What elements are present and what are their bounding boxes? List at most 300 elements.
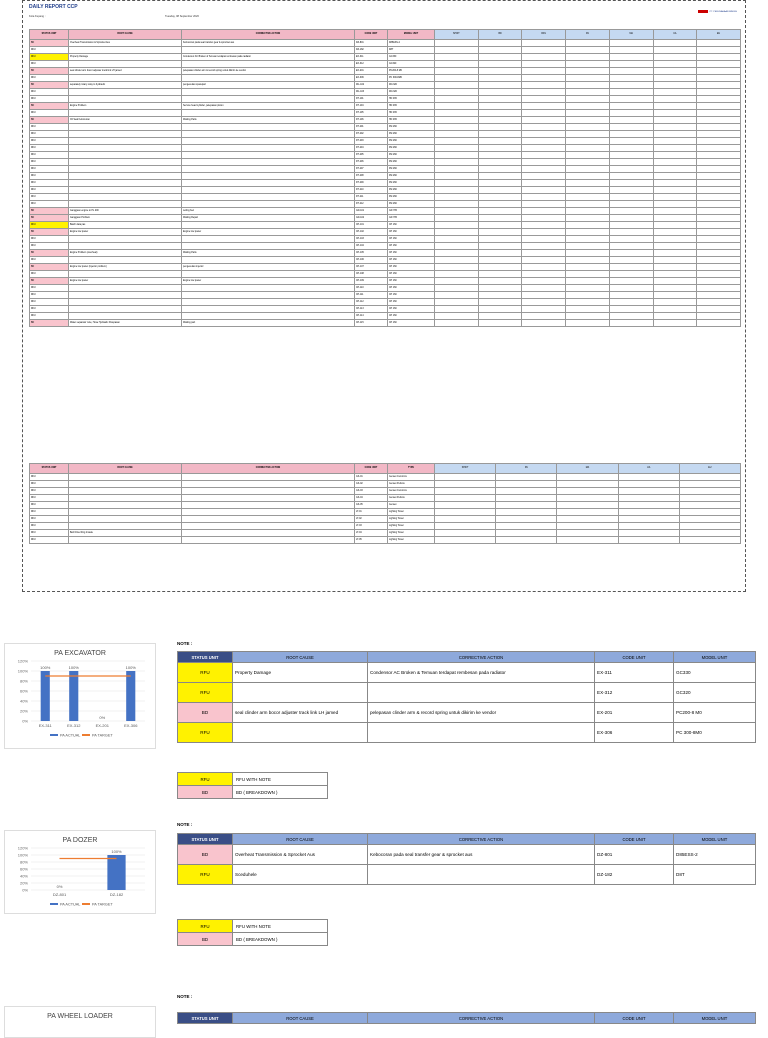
metric-cell <box>679 523 740 530</box>
root-cause-cell <box>69 257 182 264</box>
model-unit-cell: GC320 <box>388 61 435 68</box>
metric-cell <box>653 131 697 138</box>
metric-cell <box>522 40 566 47</box>
metric-cell <box>557 474 618 481</box>
corrective-action-cell <box>182 138 355 145</box>
column-header: CODE UNIT <box>355 464 388 474</box>
corrective-action-cell: Condensor AC Broken & Temuan terdapat rembesan pada radiator <box>368 663 595 683</box>
metric-cell <box>478 250 522 257</box>
metric-cell <box>566 82 610 89</box>
metric-cell <box>609 236 653 243</box>
legend-text: BD ( BREAKDOWN ) <box>233 933 328 946</box>
table-row <box>30 285 741 292</box>
model-unit-cell: Lighting Tower <box>388 530 435 537</box>
metric-cell <box>522 320 566 327</box>
metric-cell <box>609 75 653 82</box>
y-tick-label: 40% <box>19 698 28 704</box>
status-cell: BD <box>30 68 69 75</box>
dozer-chart-svg <box>5 844 155 910</box>
corrective-action-cell <box>182 502 355 509</box>
metric-cell <box>435 481 496 488</box>
metric-cell <box>435 299 479 306</box>
metric-cell <box>478 173 522 180</box>
metric-cell <box>478 229 522 236</box>
metric-cell <box>566 229 610 236</box>
metric-cell <box>697 292 741 299</box>
metric-cell <box>522 222 566 229</box>
model-unit-cell: FM 260 <box>388 159 435 166</box>
root-cause-cell: Overheat Transmission & Sprocket Aus <box>69 40 182 47</box>
metric-cell <box>653 236 697 243</box>
metric-cell <box>496 488 557 495</box>
metric-cell <box>697 194 741 201</box>
root-cause-cell <box>69 509 182 516</box>
code-unit-cell: DT-206 <box>355 159 388 166</box>
table-row <box>178 663 756 683</box>
root-cause-cell <box>69 481 182 488</box>
table-row <box>30 292 741 299</box>
code-unit-cell: EX-306 <box>355 75 388 82</box>
metric-cell <box>653 82 697 89</box>
model-unit-cell: CP 160 <box>388 271 435 278</box>
y-tick-label: 60% <box>19 866 28 872</box>
metric-cell <box>609 313 653 320</box>
code-unit-cell: DT-104 <box>355 103 388 110</box>
corrective-action-cell <box>182 159 355 166</box>
column-header: CODE UNIT <box>355 30 388 40</box>
model-unit-cell: FM 260 <box>388 194 435 201</box>
status-cell: RFU <box>30 159 69 166</box>
metric-cell <box>522 285 566 292</box>
corrective-action-cell: Waiting part <box>182 320 355 327</box>
metric-cell <box>478 278 522 285</box>
metric-cell <box>653 61 697 68</box>
root-cause-cell: Water separator note, Hose Hydraulic Pelepasan <box>69 320 182 327</box>
status-cell: RFU <box>30 180 69 187</box>
status-cell: RFU <box>30 502 69 509</box>
status-cell: RFU <box>30 145 69 152</box>
code-unit-cell: GS-03 <box>355 488 388 495</box>
metric-cell <box>557 537 618 544</box>
model-unit-cell: D85ESS-2 <box>674 845 756 865</box>
table-row <box>30 117 741 124</box>
root-cause-cell <box>69 495 182 502</box>
metric-cell <box>653 215 697 222</box>
corrective-action-cell: pelepasan clinder arm & record spring untuk dikirim ke vendor <box>368 703 595 723</box>
root-cause-cell <box>69 173 182 180</box>
metric-cell <box>478 40 522 47</box>
metric-cell <box>557 495 618 502</box>
metric-cell <box>496 537 557 544</box>
corrective-action-cell <box>182 187 355 194</box>
metric-cell <box>566 61 610 68</box>
metric-cell <box>522 103 566 110</box>
metric-cell <box>566 222 610 229</box>
root-cause-cell <box>69 474 182 481</box>
model-unit-cell: Genset Cummins <box>388 488 435 495</box>
metric-cell <box>522 75 566 82</box>
metric-cell <box>653 222 697 229</box>
bar-ex-306 <box>126 671 135 721</box>
root-cause-cell <box>69 159 182 166</box>
code-unit-cell: WL-103 <box>355 89 388 96</box>
metric-cell <box>618 502 679 509</box>
metric-cell <box>435 495 496 502</box>
metric-cell <box>566 110 610 117</box>
metric-cell <box>435 75 479 82</box>
code-unit-cell: CP-114 <box>355 313 388 320</box>
root-cause-cell: Batch data pas <box>69 222 182 229</box>
status-cell: RFU <box>178 723 233 743</box>
metric-cell <box>435 285 479 292</box>
table-row <box>30 299 741 306</box>
metric-cell <box>653 180 697 187</box>
metric-cell <box>478 306 522 313</box>
metric-cell <box>522 313 566 320</box>
metric-cell <box>697 138 741 145</box>
model-unit-cell: WA 320 <box>388 89 435 96</box>
model-unit-cell: GC330 <box>388 54 435 61</box>
status-cell: RFU <box>30 516 69 523</box>
metric-cell <box>522 89 566 96</box>
status-cell: RFU <box>178 663 233 683</box>
code-unit-cell: DT-207 <box>355 166 388 173</box>
report-support-table <box>29 463 741 544</box>
legend-row <box>178 920 328 933</box>
x-tick-label: EX-311 <box>38 723 52 728</box>
code-unit-cell: GS-04 <box>355 495 388 502</box>
y-tick-label: 20% <box>19 880 28 886</box>
table-row <box>30 131 741 138</box>
table-row <box>30 187 741 194</box>
metric-cell <box>496 502 557 509</box>
corrective-action-cell <box>182 516 355 523</box>
corrective-action-cell <box>182 166 355 173</box>
root-cause-cell <box>69 138 182 145</box>
data-label: 100% <box>111 849 122 854</box>
metric-cell <box>496 516 557 523</box>
metric-cell <box>435 257 479 264</box>
table-row <box>30 103 741 110</box>
x-tick-label: EX-312 <box>67 723 81 728</box>
metric-cell <box>522 271 566 278</box>
metric-cell <box>679 502 740 509</box>
chart-title: PA EXCAVATOR <box>54 650 106 657</box>
metric-cell <box>478 145 522 152</box>
metric-cell <box>566 145 610 152</box>
model-unit-cell: CP 160 <box>388 250 435 257</box>
metric-cell <box>697 124 741 131</box>
table-row <box>30 222 741 229</box>
code-unit-cell: WL-102 <box>355 82 388 89</box>
y-tick-label: 100% <box>17 852 28 858</box>
metric-cell <box>653 320 697 327</box>
corrective-action-cell <box>368 723 595 743</box>
column-header: ROOT CAUSE <box>69 464 182 474</box>
model-unit-cell: D85ESS-2 <box>388 40 435 47</box>
metric-cell <box>618 481 679 488</box>
model-unit-cell: GD 705 <box>388 208 435 215</box>
metric-cell <box>557 516 618 523</box>
column-header: CORRECTIVE ACTION <box>182 464 355 474</box>
code-unit-cell: DT-106 <box>355 117 388 124</box>
metric-cell <box>697 236 741 243</box>
metric-cell <box>653 145 697 152</box>
metric-cell <box>609 152 653 159</box>
metric-cell <box>609 131 653 138</box>
metric-cell <box>435 537 496 544</box>
metric-cell <box>609 61 653 68</box>
metric-cell <box>435 313 479 320</box>
column-header: CORRECTIVE ACTION <box>368 652 595 663</box>
model-unit-cell: FM 260 <box>388 173 435 180</box>
metric-cell <box>679 530 740 537</box>
legend-swatch: BD <box>178 933 233 946</box>
x-tick-label: EX-306 <box>124 723 138 728</box>
model-unit-cell: WA 320 <box>388 82 435 89</box>
metric-cell <box>478 264 522 271</box>
code-unit-cell: LT-04 <box>355 530 388 537</box>
corrective-action-cell <box>182 299 355 306</box>
code-unit-cell: CP-108 <box>355 271 388 278</box>
metric-cell <box>653 159 697 166</box>
metric-cell <box>679 481 740 488</box>
root-cause-cell <box>69 61 182 68</box>
code-unit-cell: DT-201 <box>355 124 388 131</box>
model-unit-cell: FM 260 <box>388 180 435 187</box>
metric-cell <box>697 222 741 229</box>
metric-cell <box>697 61 741 68</box>
metric-cell <box>496 509 557 516</box>
metric-cell <box>653 229 697 236</box>
status-cell: BD <box>30 103 69 110</box>
corrective-action-cell <box>182 488 355 495</box>
model-unit-cell: Lighting Tower <box>388 523 435 530</box>
table-row <box>30 257 741 264</box>
table-row <box>30 166 741 173</box>
metric-cell <box>478 75 522 82</box>
corrective-action-cell <box>182 180 355 187</box>
bar-dz-182 <box>107 855 125 890</box>
model-unit-cell: CP 160 <box>388 292 435 299</box>
metric-cell <box>697 145 741 152</box>
column-header: CODE UNIT <box>595 652 674 663</box>
table-row <box>178 703 756 723</box>
corrective-action-cell <box>182 75 355 82</box>
metric-cell <box>522 152 566 159</box>
root-cause-cell: Overheat Transmission & Sprocket Aus <box>233 845 368 865</box>
metric-cell <box>435 474 496 481</box>
metric-cell <box>435 138 479 145</box>
model-unit-cell: CP 160 <box>388 229 435 236</box>
metric-cell <box>522 257 566 264</box>
status-cell: RFU <box>30 201 69 208</box>
metric-cell <box>566 313 610 320</box>
table-row <box>30 194 741 201</box>
table-row <box>30 250 741 257</box>
metric-cell <box>435 201 479 208</box>
metric-cell <box>697 299 741 306</box>
metric-cell <box>609 89 653 96</box>
metric-cell <box>618 495 679 502</box>
status-cell: BD <box>30 229 69 236</box>
model-unit-cell: HD 465 <box>388 96 435 103</box>
corrective-action-cell: Waiting Parts <box>182 117 355 124</box>
status-cell: BD <box>178 703 233 723</box>
metric-cell <box>609 138 653 145</box>
metric-cell <box>478 131 522 138</box>
metric-cell <box>653 124 697 131</box>
root-cause-cell <box>69 89 182 96</box>
table-row <box>30 89 741 96</box>
root-cause-cell: Oil Seal Kebocoran <box>69 117 182 124</box>
status-cell: RFU <box>30 292 69 299</box>
metric-cell <box>653 285 697 292</box>
metric-cell <box>609 166 653 173</box>
metric-cell <box>435 516 496 523</box>
metric-cell <box>566 292 610 299</box>
metric-cell <box>697 229 741 236</box>
metric-cell <box>653 54 697 61</box>
metric-cell <box>566 138 610 145</box>
metric-cell <box>566 299 610 306</box>
metric-cell <box>609 250 653 257</box>
root-cause-cell <box>69 292 182 299</box>
legend-swatch: RFU <box>178 920 233 933</box>
root-cause-cell <box>69 75 182 82</box>
table-row <box>30 320 741 327</box>
code-unit-cell: DT-208 <box>355 173 388 180</box>
root-cause-cell: seal clinder arm bocor adjuster track link LH jamed <box>69 68 182 75</box>
metric-cell <box>566 201 610 208</box>
corrective-action-cell <box>182 474 355 481</box>
excavator-chart-svg <box>5 657 155 745</box>
metric-cell <box>478 187 522 194</box>
status-cell: RFU <box>30 61 69 68</box>
metric-cell <box>679 516 740 523</box>
table-row <box>30 278 741 285</box>
code-unit-cell: GS-02 <box>355 481 388 488</box>
metric-cell <box>679 537 740 544</box>
table-row <box>30 495 741 502</box>
chart-title: PA DOZER <box>62 837 98 844</box>
metric-cell <box>522 201 566 208</box>
metric-cell <box>566 152 610 159</box>
model-unit-cell: CP 160 <box>388 264 435 271</box>
metric-cell <box>435 124 479 131</box>
metric-cell <box>618 537 679 544</box>
corrective-action-cell: Waiting Parts <box>182 250 355 257</box>
table-row <box>30 236 741 243</box>
metric-cell <box>522 166 566 173</box>
model-unit-cell: Genset Perkins <box>388 495 435 502</box>
corrective-action-cell <box>182 495 355 502</box>
root-cause-cell <box>69 96 182 103</box>
corrective-action-cell <box>182 236 355 243</box>
status-cell: BD <box>30 250 69 257</box>
root-cause-cell <box>69 201 182 208</box>
status-cell: BD <box>30 117 69 124</box>
metric-cell <box>609 117 653 124</box>
table-row <box>30 264 741 271</box>
metric-cell <box>653 110 697 117</box>
model-unit-cell: CP 160 <box>388 320 435 327</box>
table-row <box>30 110 741 117</box>
column-header: ROOT CAUSE <box>69 30 182 40</box>
metric-cell <box>697 96 741 103</box>
metric-cell <box>653 152 697 159</box>
corrective-action-cell <box>182 243 355 250</box>
table-row <box>30 173 741 180</box>
code-unit-cell: CP-107 <box>355 264 388 271</box>
metric-cell <box>435 159 479 166</box>
y-tick-label: 80% <box>19 859 28 865</box>
code-unit-cell: CP-115 <box>355 320 388 327</box>
code-unit-cell: EX-201 <box>355 68 388 75</box>
metric-cell <box>609 47 653 54</box>
metric-cell <box>435 166 479 173</box>
dozer-note-table <box>177 833 756 885</box>
corrective-action-cell: Engine low power <box>182 278 355 285</box>
metric-cell <box>566 40 610 47</box>
code-unit-cell: DT-205 <box>355 152 388 159</box>
model-unit-cell: PC200-8 M0 <box>674 703 756 723</box>
y-tick-label: 0% <box>22 718 28 724</box>
column-header: EU <box>679 464 740 474</box>
metric-cell <box>566 68 610 75</box>
model-unit-cell: PC200-8 M0 <box>388 68 435 75</box>
root-cause-cell <box>69 502 182 509</box>
metric-cell <box>435 82 479 89</box>
metric-cell <box>478 313 522 320</box>
root-cause-cell: Property Damage <box>233 663 368 683</box>
metric-cell <box>566 96 610 103</box>
metric-cell <box>609 243 653 250</box>
root-cause-cell: Gangguan Problem <box>69 215 182 222</box>
metric-cell <box>522 159 566 166</box>
metric-cell <box>557 509 618 516</box>
column-header: STATUS UNIT <box>178 652 233 663</box>
metric-cell <box>478 152 522 159</box>
code-unit-cell: LT-01 <box>355 509 388 516</box>
code-unit-cell: DZ-801 <box>595 845 674 865</box>
metric-cell <box>522 180 566 187</box>
model-unit-cell: D8T <box>674 865 756 885</box>
code-unit-cell: DT-209 <box>355 180 388 187</box>
metric-cell <box>478 138 522 145</box>
metric-cell <box>435 523 496 530</box>
root-cause-cell: Property Damage <box>69 54 182 61</box>
metric-cell <box>609 96 653 103</box>
data-label: 0% <box>56 884 63 889</box>
code-unit-cell: GD-101 <box>355 208 388 215</box>
column-header: UA <box>653 30 697 40</box>
column-header: MODEL UNIT <box>674 834 756 845</box>
column-header: SHIFT <box>435 30 479 40</box>
metric-cell <box>653 75 697 82</box>
root-cause-cell <box>69 187 182 194</box>
code-unit-cell: CP-106 <box>355 257 388 264</box>
table-row <box>30 138 741 145</box>
code-unit-cell: LT-03 <box>355 523 388 530</box>
model-unit-cell: Lighting Tower <box>388 516 435 523</box>
metric-cell <box>478 68 522 75</box>
metric-cell <box>697 320 741 327</box>
metric-cell <box>478 103 522 110</box>
code-unit-cell: EX-311 <box>595 663 674 683</box>
model-unit-cell: FM 260 <box>388 131 435 138</box>
metric-cell <box>435 488 496 495</box>
